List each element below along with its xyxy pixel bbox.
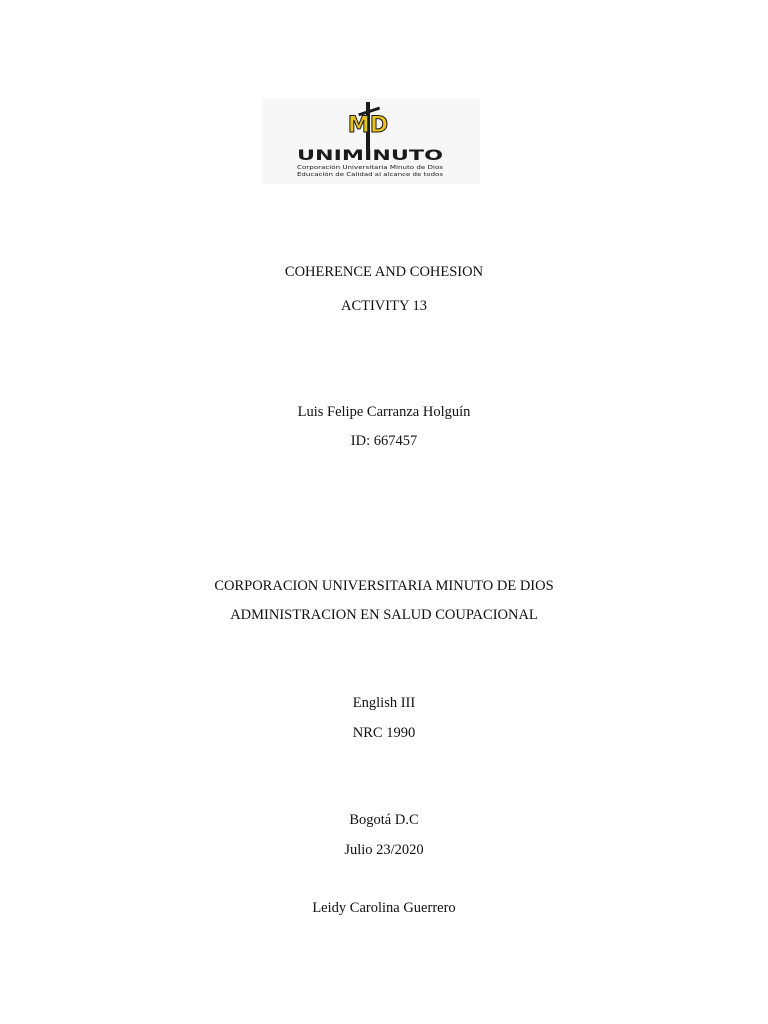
logo-tagline-2: Educación de Calidad al alcance de todos bbox=[297, 172, 414, 178]
author-id: ID: 667457 bbox=[350, 433, 418, 449]
course-nrc: NRC 1990 bbox=[352, 725, 416, 741]
logo-tagline-1: Corporación Universitaria Minuto de Dios bbox=[297, 165, 412, 171]
logo-monogram: MD bbox=[347, 113, 389, 138]
course-name: English III bbox=[352, 695, 416, 711]
program-name: ADMINISTRACION EN SALUD COUPACIONAL bbox=[230, 607, 538, 623]
date: Julio 23/2020 bbox=[344, 842, 424, 858]
activity-number: ACTIVITY 13 bbox=[340, 298, 428, 314]
author-name: Luis Felipe Carranza Holguín bbox=[297, 404, 471, 420]
logo-wordmark: UNIMINUTO bbox=[297, 148, 444, 164]
document-title: COHERENCE AND COHESION bbox=[284, 264, 484, 280]
teacher-name: Leidy Carolina Guerrero bbox=[312, 900, 456, 916]
uniminuto-logo bbox=[262, 98, 480, 184]
city: Bogotá D.C bbox=[349, 812, 419, 828]
logo-graphic bbox=[262, 98, 480, 184]
university-name: CORPORACION UNIVERSITARIA MINUTO DE DIOS bbox=[214, 578, 554, 594]
